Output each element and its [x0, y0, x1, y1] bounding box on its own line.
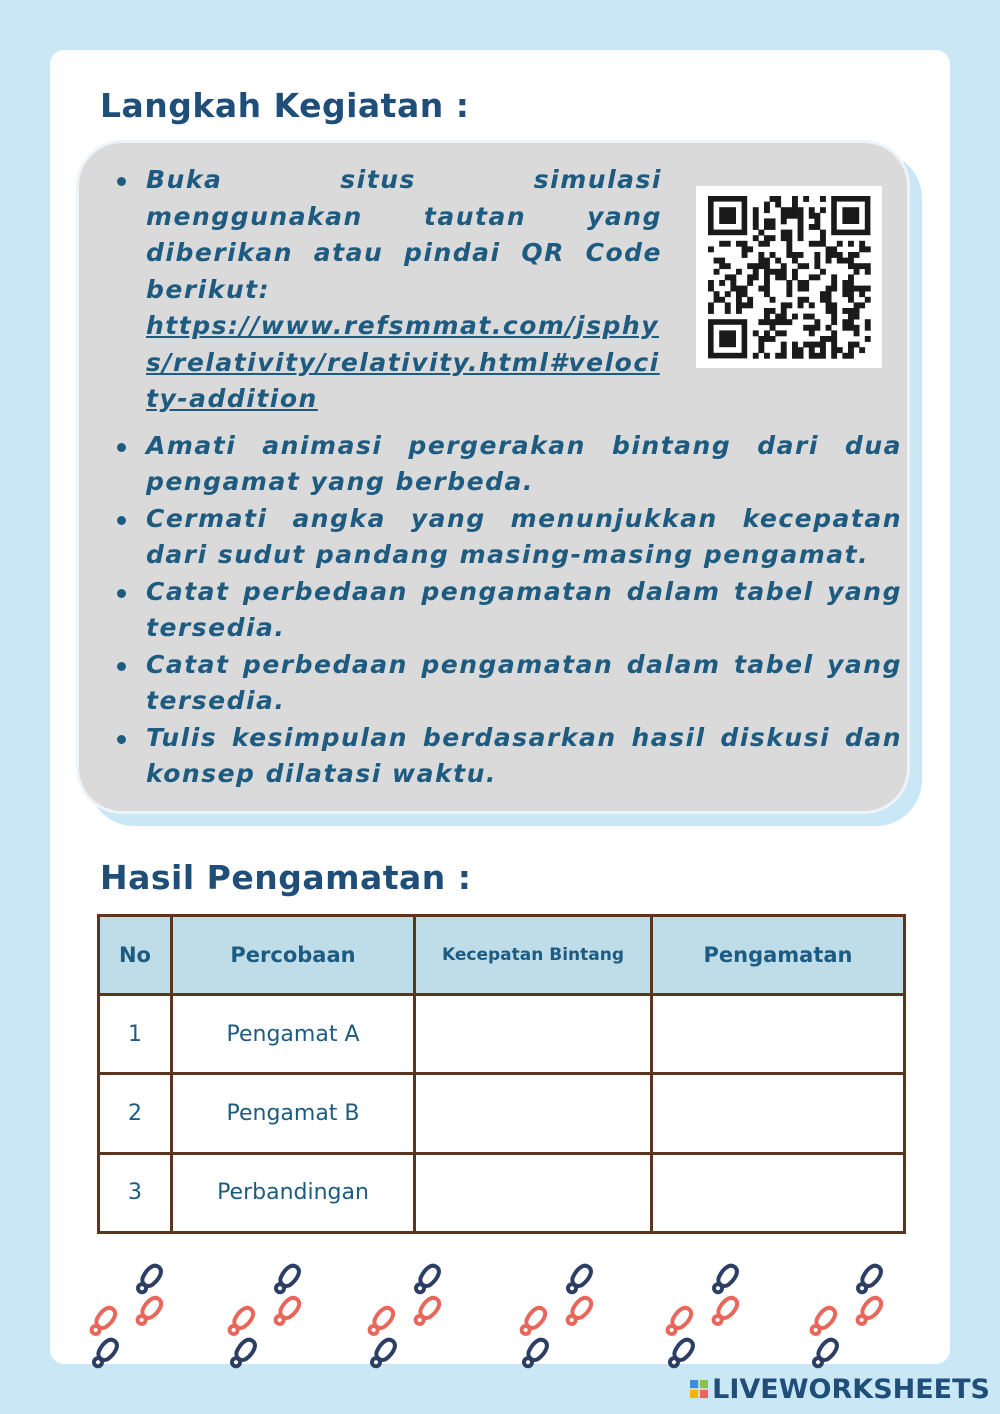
step-item	[110, 501, 902, 574]
step-item	[110, 647, 902, 720]
cell-kecepatan-input[interactable]	[415, 1153, 652, 1232]
step-item	[110, 162, 662, 418]
footprints-icon	[660, 1258, 756, 1378]
footprints-icon	[514, 1258, 610, 1378]
cell-percobaan: Pengamat A	[172, 995, 415, 1074]
liveworksheets-icon	[690, 1378, 708, 1400]
cell-percobaan: Pengamat B	[172, 1074, 415, 1153]
step-text: Tulis kesimpulan berdasarkan hasil diskusi dan konsep dilatasi waktu.	[146, 722, 902, 788]
qr-code[interactable]	[696, 186, 882, 368]
qr-code-image	[696, 186, 882, 368]
header-percobaan: Percobaan	[172, 916, 415, 995]
footprints-icon	[222, 1258, 318, 1378]
step-text: Catat perbedaan pengamatan dalam tabel yang tersedia.	[146, 649, 902, 715]
cell-no: 1	[99, 995, 172, 1074]
section-title-results: Hasil Pengamatan :	[100, 858, 472, 897]
header-kecepatan: Kecepatan Bintang	[415, 916, 652, 995]
table-row	[99, 1153, 905, 1232]
step-item	[110, 428, 902, 501]
step-text: Catat perbedaan pengamatan dalam tabel yang tersedia.	[146, 576, 902, 642]
observation-table	[97, 914, 906, 1234]
step-item	[110, 720, 902, 793]
cell-pengamatan-input[interactable]	[652, 995, 905, 1074]
header-no: No	[99, 916, 172, 995]
step-text: Buka situs simulasi menggunakan tautan yang diberikan atau pindai QR Code berikut:	[146, 165, 662, 304]
cell-kecepatan-input[interactable]	[415, 1074, 652, 1153]
step-text: Amati animasi pergerakan bintang dari dua pengamat yang berbeda.	[146, 430, 902, 496]
section-title-steps: Langkah Kegiatan :	[100, 86, 470, 125]
step-text: Cermati angka yang menunjukkan kecepatan dari sudut pandang masing-masing pengamat.	[146, 503, 902, 569]
header-pengamatan: Pengamatan	[652, 916, 905, 995]
table-header-row	[99, 916, 905, 995]
table-row	[99, 1074, 905, 1153]
footprints-icon	[84, 1258, 180, 1378]
cell-pengamatan-input[interactable]	[652, 1153, 905, 1232]
cell-percobaan: Perbandingan	[172, 1153, 415, 1232]
cell-no: 2	[99, 1074, 172, 1153]
cell-kecepatan-input[interactable]	[415, 995, 652, 1074]
liveworksheets-logo	[690, 1372, 990, 1406]
cell-pengamatan-input[interactable]	[652, 1074, 905, 1153]
step-item	[110, 574, 902, 647]
footprints-icon	[804, 1258, 900, 1378]
simulation-link[interactable]: https://www.refsmmat.com/jsphys/relativity/relativity.html#velocity-addition	[146, 311, 660, 413]
cell-no: 3	[99, 1153, 172, 1232]
brand-name: LIVEWORKSHEETS	[712, 1373, 990, 1405]
footprints-icon	[362, 1258, 458, 1378]
table-row	[99, 995, 905, 1074]
